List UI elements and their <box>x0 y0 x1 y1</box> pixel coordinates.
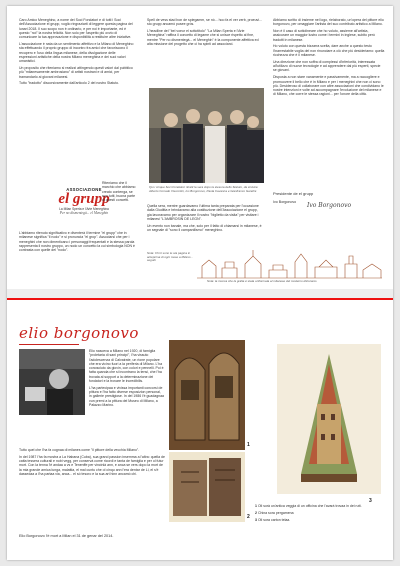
artist-bio-1 <box>89 349 164 447</box>
artist-portrait-image <box>19 349 85 415</box>
paragraph: Quella sera, mentre guardavamo l'ultima tanta preparata per l'occasione dalla Giuditta e brindavamo alla costituzione dell'Associazione el grupp, gia lavoravamo per organizzare il nostro "biglietto da visita" per visitare i milanesi "L'AMBROSIN DE LEGN". <box>147 204 259 221</box>
paragraph: Abbiamo scritto di insieme nel logo, rielaborato, un'opera del pittore elio borgonovo, per omaggiare l'artista del suo contributo artistico a Milano. <box>273 18 384 27</box>
caption-3-text: Oli sora carton telaa. <box>257 517 291 522</box>
artwork-3-image <box>277 344 381 494</box>
paragraph: Caro Amico Meneghino, a nome dei Soci Fondatori e di tutti i Soci dell'Associazione el grupp, voglio ringraziarti di leggere questa pagina del lunari 2018. Il suo scopo non è ordinario, e per noi è importante, ed è questo "noi" la nostra felicità. Non solo per l'aspetto più ovvio di comunicare la tua approvazione e disponibilità a restituire altre iniziative. <box>19 18 133 40</box>
column-2-top-text <box>147 18 263 66</box>
artist-bio-2 <box>19 448 165 530</box>
magazine-page <box>7 6 393 560</box>
paragraph: L'ha partecipaa e vivissa importanti concorsi de pittura e l'ha fatto diverse esposizion personal, in gallerie prestigiose. In del 1986 l'è guadagnaa vun premi a la pittura del Museo di Milano, a Palazzo Marino. <box>89 385 164 408</box>
city-skyline-drawing <box>197 246 382 280</box>
caption-3: 3 Oli sora carton telaa. <box>255 517 291 522</box>
paragraph: Un proposito che riteniamo si realizzi attingendo questi valori dal pubblico più "milanesamente ambrosiano" di artisti nostrani e di amici, per tramandarlo ai giovani milanesi. <box>19 65 133 79</box>
column-2-mid-text <box>147 204 263 252</box>
paragraph: L'associazione è nata da un sentimento affettivo e la Milano di Meneghino sta effettuando il proprio gruppo di incontro fra amici che favoriscono il recupero e l'uso della lingua milanese, della divulgazione delle espressioni artistiche della nostra Milano meneghina e dei suoi valori umanistici. <box>19 41 134 64</box>
sign-name: Ivo Borgonovo <box>273 200 297 204</box>
section-divider <box>7 298 393 300</box>
founders-photo-caption: Qui i cinque Soci Fondatori ritratti la sera dopo la stesura dello Statuto, da sinistra: Alberto Corrado Viscontini, Ivo Borgonovo, Paola Cavanna e Gianfranco Gandini. <box>149 185 259 193</box>
artwork-number: 1 <box>247 442 250 448</box>
logo-name: el grupp <box>58 191 110 207</box>
paragraph: Tutto "tradotto" discorsivamente dall'articolo 2 del nostro Statuto. <box>19 81 120 86</box>
founders-photo-illustration <box>149 88 264 183</box>
paragraph: L'headline del "bel voeur el sottotitolo" "La Milan Sperta e l'Arte Meneghina" raffina il concetto di legame che si unisce rispetto al fine, mentre "Per no dismentegà... el Meneghin" è la componente affettiva ed alta missione del progetto che ci ha spinti ad associarci. <box>147 29 259 46</box>
logo-script: Per no dismentegà... el Meneghin <box>59 211 109 215</box>
column-1-text <box>19 18 134 188</box>
spelling-note: Nota: la ricerca che la grafia è stata uniformata al milanese del moderno dizionario. <box>207 279 318 283</box>
column-3-text <box>273 18 385 178</box>
logo-side-text <box>102 181 137 231</box>
founders-photo <box>149 88 264 183</box>
caption-1: 1 Oli sorà un'antica veggia di un officina che l'avarà trovaa in dei rutt. <box>255 504 362 508</box>
sign-label: Presidente de el grupp <box>273 192 314 196</box>
caption-2: 2 China sora pergamena <box>255 510 294 515</box>
paragraph: Una direzione che non soffra di complessi d'inferiorità, interessata all'utilizzo di nuove tecnologie e ad apprendere dai più esperti, specie se giovani. <box>273 59 381 73</box>
paragraph: Disposta a non stare vanamente e passivamente, ma a raccogliere e promuovere il bello che è in Milano e per i meneghini che non ci sono più. Desideroso di collaborare con altre associazioni che condividano le nostre intenzioni e volte ad accompagnare l'evoluzione del milanese e di Milano, che corre le stessa ragioni... per l'onore della città. <box>273 75 384 97</box>
caption-1-text: Oli sorà un'antica veggia di un officina che l'avarà trovaa in dei rutt. <box>257 504 362 508</box>
artwork-captions <box>255 504 365 544</box>
artist-title: elio borgonovo <box>19 324 139 342</box>
paragraph: Elio nasceva a Milano nel 1920, di famiglia "proletaria di sani principi", l'ha vissuto l'adolescenza di Calvairate, un rione popolare che era vicino fuori a la periferia di Milano. L'ha conosciuto da giovin, con colori e pennelli. Poi è fatta quanda che si incontrano la tensi, che l'ha trovata al sopport a la determinazione dei fondatori e la trovare le incredibilis. <box>89 349 164 384</box>
paragraph: Ho voluto con questa bizzarra scelta, dare anche a questo testo l'inarrestabile voglia del non rinunciare a ciò che più desideriamo: quella ricchezza che è il milanese. <box>273 44 385 58</box>
artwork-number: 2 <box>247 514 250 520</box>
title-rule <box>19 344 79 345</box>
artwork-1-old-doors <box>169 340 245 450</box>
column-1-bottom-text <box>19 231 137 286</box>
logo-prefix: ASSOCIAZIONE <box>66 187 102 192</box>
caption-2-text: China sora pergamena <box>257 510 294 515</box>
paragraph: Un evento non banale, ma che, solo per il fatto di chiamarsi in milanese, è un segnale di "sono il campanilismo" meneghino. <box>147 223 262 232</box>
handwritten-signature: Ivo Borgonovo <box>307 202 352 209</box>
paragraph: Spell de vess stad bon de spiegamm, se nò... hoo fa el ver zerb, proeuvi... sto grupp ancamò pusee gròs. <box>147 18 262 27</box>
artwork-2-engraving <box>169 452 245 522</box>
note-text: Nota: Chi ti sono le sta pagina in anteprima di ogni mese a Milano... seguiti <box>147 251 193 263</box>
paragraph: Riteniamo che il marchio che abbiamo creato contenga, se non tutti, buona parte di questi concetti. <box>102 181 136 203</box>
paragraph: L'abbiamo ritenuto significativo e diventerà il termine "el grupp" che in milanese significa "il nodo" e si pronuncia "el grop". Associarsi che per i meneghini che non dimenticano i personaggi frequentati e la stessa parola rappresenta il nostro gruppo, un nodo un concetto la cui simbologia NON è contrasta con quelle del "nodo". <box>19 231 135 253</box>
paragraph: In del 1987 l'ha fa mostra a La Habana (Cuba), sua grand passion insemma a l'altra: quella de catta tessera culturali e nobi vegg, per conservà come ricordi e tanta de famiglia e per ol futur mort. Con la tenna l'è andaa a vs e Tenenffe per vincinlà ann, e anca se vers dopo la mort de la mia grande amica lunga, malattia, el mal cuntu che ol cinqu ann l'era dentar de Li, el s'è dassedaa a l'ha partaa via, anca... el sò tesoro e la sua art hinn ancamò chi. <box>19 454 165 476</box>
artwork-3-tree-village <box>277 344 381 494</box>
logo-subtitle: La Milan Sperta e l'Arte Meneghina <box>59 207 109 211</box>
artwork-number: 3 <box>369 498 372 504</box>
paragraph: Non è il caso di sottolineare che ho voluto, assieme all'artista, assicurare un maggior lustro come i termini in inglese, subito però tradotti in milanese. <box>273 29 375 42</box>
artist-portrait <box>19 349 85 415</box>
artist-death-note: Elio Borgonovo l'è mort a Milan el 31 de genar del 2014. <box>19 534 114 538</box>
paragraph: Tutto quel che l'ha fa cognaa di milanes come "il pittore della vecchia Milano". <box>19 448 140 452</box>
